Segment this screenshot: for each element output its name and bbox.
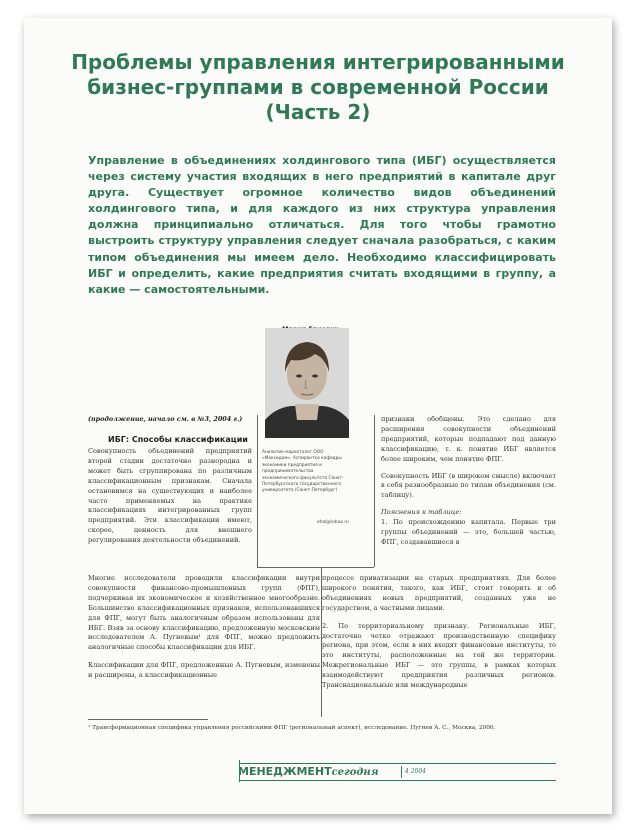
paragraph: процессе приватизации на старых предприятиях. Для более широкого понятия, такого, как ИБГ, стоит говорить и об объединениях новых предприятий, созданных уже не государством, а частными лицами. [322, 574, 556, 612]
right-column-text [322, 574, 556, 699]
column-divider [374, 415, 375, 567]
author-portrait-image [265, 328, 349, 438]
footer-rule-top [240, 763, 556, 764]
footer-separator [401, 766, 402, 778]
paragraph: 2. По территориальному признаку. Региональные ИБГ, достаточно четко отражают производственную специфику региона, при этом, если в них входят финансовые институты, то это институты, расположенные на той же территории. Межрегиональные ИБГ — это группы, в рамках которых взаимодействуют предприятия различных регионов. Транснациональные или международные [322, 621, 556, 690]
author-email: ehal@inbox.ru [317, 520, 349, 525]
author-bio: Аналитик-маркетолог ООО «Максидом». Аспирантка кафедры экономики предприятия и предпринимательства экономического факультета Санкт-Петербургского государственного университета (Санкт-Петербург) [262, 450, 344, 494]
article-title [24, 50, 612, 125]
footer-rule-bottom [240, 780, 556, 781]
section-heading: ИБГ: Способы классификации [108, 435, 248, 444]
paragraph: 1. По происхождению капитала. Первые три группы объединений — это, большей частью, ФПГ, создававшиеся в [381, 518, 556, 546]
title-line-3: (Часть 2) [265, 100, 371, 124]
title-line-1: Проблемы управления интегрированными [71, 50, 565, 74]
author-photo [265, 328, 349, 438]
magazine-subtitle: сегодня [331, 767, 379, 778]
right-column-intro [381, 415, 556, 555]
left-column-intro: Совокупность объединений предприятий второй стадии достаточно разнородна и может быть сгруппирована по различным классификационным признакам. Сначала остановимся на существующих и наиболее часто применяемых на практике классификациях интегрированных групп предприятий. Эти классификации имеют, скорее, ценность для внешнего регулирования деятельности объединений. [88, 447, 252, 545]
column-divider [257, 415, 258, 567]
left-column-text [88, 574, 320, 689]
footnote-rule [88, 719, 208, 720]
column-divider [321, 567, 322, 717]
table-notes-heading: Пояснения к таблице: [381, 508, 462, 517]
paragraph: Классификации для ФПГ, предложенные А. Пугневым, изменены и расширены, а классификационные [88, 661, 320, 680]
continuation-note: (продолжение, начало см. в №3, 2004 г.) [88, 415, 243, 423]
issue-number: 4 2004 [405, 768, 426, 775]
magazine-name: МЕНЕДЖМЕНТ [238, 765, 332, 778]
footnote: ¹ Трансформационная специфика управления российскими ФПГ (региональный аспект), исследование. Пугнев А. С., Москва, 2000. [88, 725, 496, 731]
paragraph: Многие исследователи проводили классификации внутри совокупности финансово-промышленных групп (ФПГ), подчеркивая их экономическое и хозяйственное многообразие. Большинство классификационных признаков, использовавшихся для ФПГ, могут быть аналогичным образом использованы для ИБГ. Взяв за основу классификацию, предложенную московским исследователем А. Пугневым¹ для ФПГ, можно предложить аналогичные способы классификации для ИБГ. [88, 574, 320, 652]
magazine-page [24, 18, 612, 814]
paragraph: признаки обобщены. Это сделано для расширения совокупности объединений предприятий, которые подпадают под данную классификацию, т. к. понятие ИБГ является более широким, чем понятие ФПГ. [381, 415, 556, 463]
photo-frame-bottom [257, 567, 374, 568]
title-line-2: бизнес-группами в современной России [87, 75, 549, 99]
article-lead: Управление в объединениях холдингового типа (ИБГ) осуществляется через систему участия входящих в него предприятий в капитале друг друга. Существует огромное количество видов объединений холдингового типа, и для каждого из них структура управления должна принципиально отличаться. Для того чтобы грамотно выстроить структуру управления следует сначала разобраться, с каким типом объединения мы имеем дело. Необходимо классифицировать ИБГ и определить, какие предприятия считать входящими в группу, а какие — самостоятельными. [88, 154, 556, 296]
paragraph: Совокупность ИБГ (в широком смысле) включает в себя разнообразные по типам объединения (см. таблицу). [381, 471, 556, 500]
magazine-logo [238, 765, 379, 778]
